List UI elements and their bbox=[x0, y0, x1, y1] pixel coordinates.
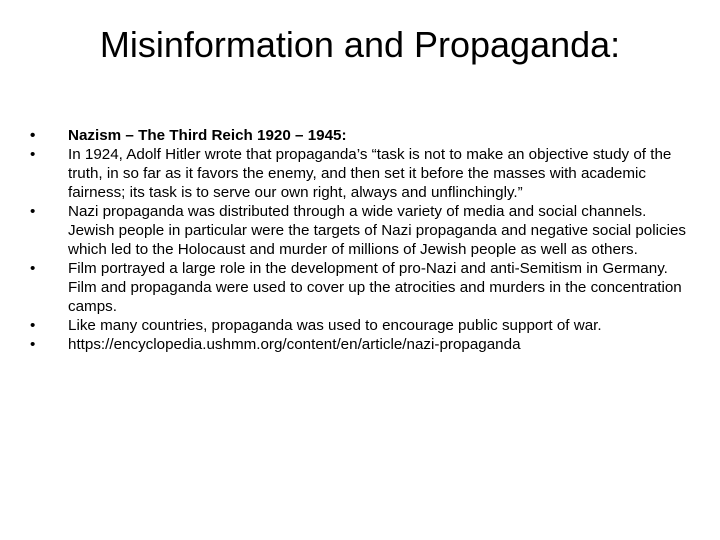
bullet-item-war-support: • Like many countries, propaganda was used to encourage public support of war. bbox=[30, 316, 686, 335]
bullet-item-hitler-quote: • In 1924, Adolf Hitler wrote that propaganda’s “task is not to make an objective study of the truth, in so far as it favors the enemy, and then set it before the masses with academic fairness; its task is to serve our own right, always and unflinchingly.” bbox=[30, 145, 686, 202]
bullet-item-heading: • Nazism – The Third Reich 1920 – 1945: bbox=[30, 126, 686, 145]
slide-title: Misinformation and Propaganda: bbox=[99, 24, 621, 65]
bullet-list bbox=[30, 126, 686, 354]
bullet-item-source-link: • https://encyclopedia.ushmm.org/content/en/article/nazi-propaganda bbox=[30, 335, 686, 354]
bullet-item-distribution: • Nazi propaganda was distributed through a wide variety of media and social channels. Jewish people in particular were the targets of Nazi propaganda and negative social policies which led to the Holocaust and murder of millions of Jewish people as well as others. bbox=[30, 202, 686, 259]
bullet-item-film: • Film portrayed a large role in the development of pro-Nazi and anti-Semitism in Germany. Film and propaganda were used to cover up the atrocities and murders in the concentration camps. bbox=[30, 259, 686, 316]
